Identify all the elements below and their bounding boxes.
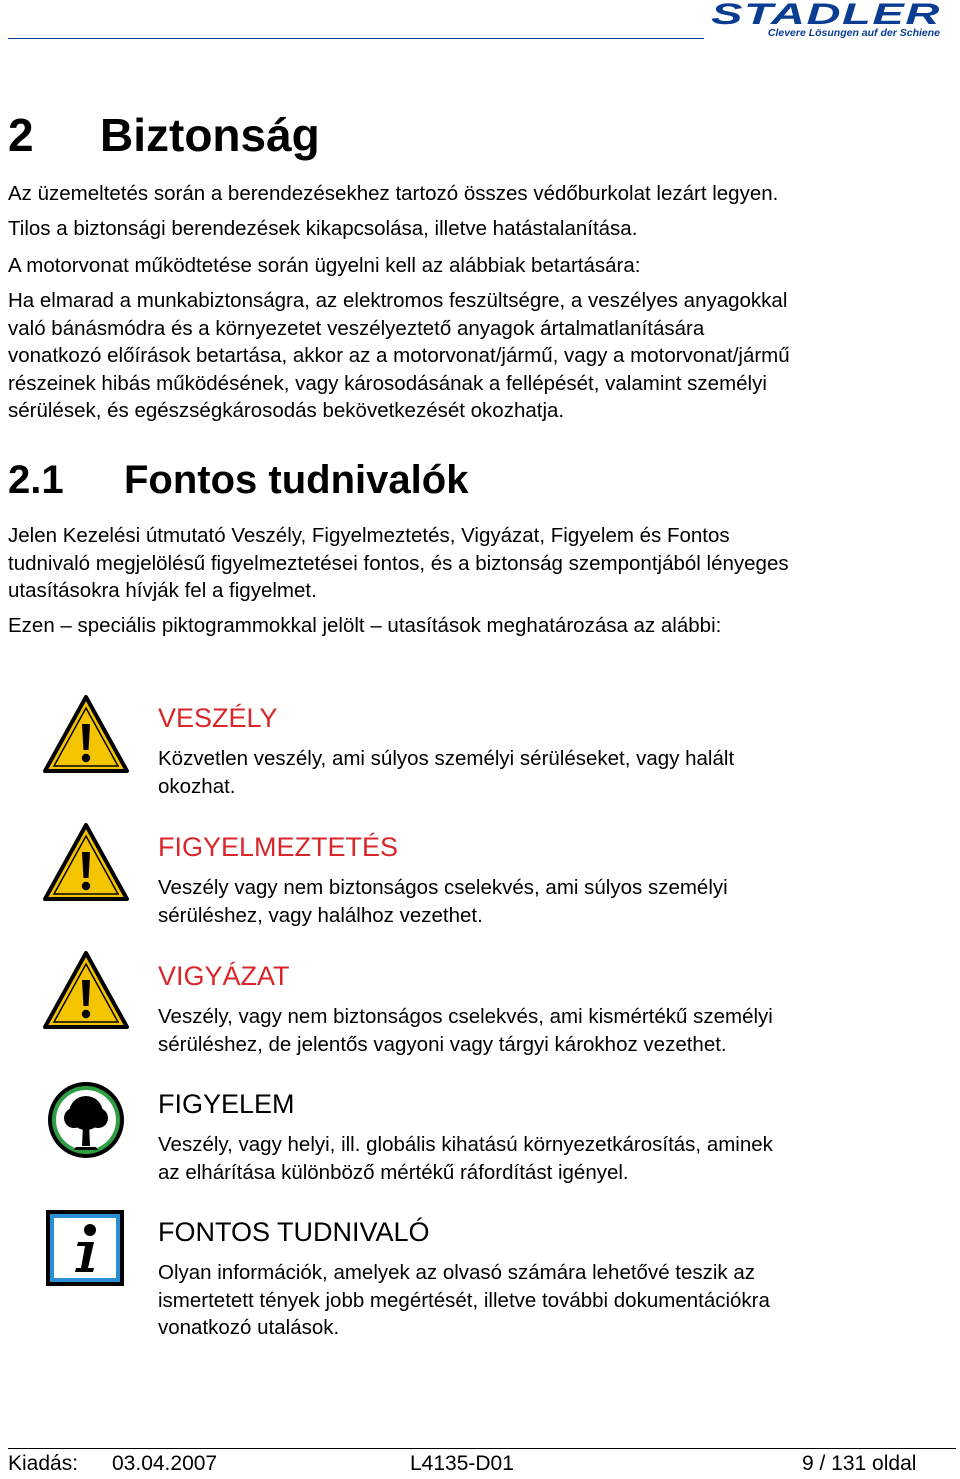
notice-text-line: Veszély, vagy nem biztonságos cselekvés, ami kismértékű személyi	[158, 1005, 773, 1028]
paragraph-line: Tilos a biztonsági berendezések kikapcsolása, illetve hatástalanítása.	[8, 217, 638, 240]
footer-edition-label: Kiadás:	[8, 1452, 79, 1475]
notice-text	[158, 1259, 770, 1342]
subsection-heading	[8, 458, 468, 503]
paragraph-line: Jelen Kezelési útmutató Veszély, Figyelmeztetés, Vigyázat, Figyelem és Fontos	[8, 524, 730, 547]
paragraph	[8, 287, 790, 425]
notice-title: FIGYELMEZTETÉS	[158, 832, 399, 862]
notice-text-line: vonatkozó utalások.	[158, 1316, 340, 1339]
paragraph-line: A motorvonat működtetése során ügyelni kell az alábbiak betartására:	[8, 254, 641, 277]
footer-page-number: 9 / 131 oldal	[802, 1452, 917, 1475]
paragraph-line: vonatkozó előírások betartása, akkor az a motorvonat/jármű, vagy a motorvonat/jármű	[8, 344, 790, 367]
paragraph-line: Ha elmarad a munkabiztonságra, az elektromos feszültségre, a veszélyes anyagokkal	[8, 289, 788, 312]
paragraph-line: Ezen – speciális piktogrammokkal jelölt – utasítások meghatározása az alábbi:	[8, 614, 722, 637]
paragraph-line: sérülések, és egészségkárosodás bekövetkezését okozhatja.	[8, 399, 565, 422]
notice-title: FONTOS TUDNIVALÓ	[158, 1217, 430, 1247]
warning-triangle-icon	[42, 950, 130, 1030]
subsection-number: 2.1	[8, 458, 64, 502]
footer-edition-date: 03.04.2007	[112, 1452, 218, 1475]
environment-tree-icon	[42, 1080, 130, 1160]
notice-text-line: sérüléshez, vagy halálhoz vezethet.	[158, 903, 483, 927]
svg-text:STADLER: STADLER	[711, 0, 941, 28]
notice-text-line: Veszély vagy nem biztonságos cselekvés, ami súlyos személyi	[158, 876, 728, 899]
stadler-logo	[708, 0, 944, 44]
header-divider	[8, 38, 704, 39]
logo-wordmark	[708, 0, 944, 28]
notice-text-line: ismertetett tények jobb megértését, illetve további dokumentációkra	[158, 1288, 770, 1312]
notice-text-line: Veszély, vagy helyi, ill. globális kihatású környezetkárosítás, aminek	[158, 1133, 773, 1156]
logo-tagline: Clevere Lösungen auf der Schiene	[767, 27, 940, 39]
info-icon	[42, 1208, 130, 1288]
notice-text-line: Közvetlen veszély, ami súlyos személyi sérüléseket, vagy halált	[158, 747, 735, 770]
notice-text	[158, 745, 734, 800]
paragraph-line: utasításokra hívják fel a figyelmet.	[8, 579, 317, 602]
paragraph	[8, 612, 721, 640]
footer-divider	[8, 1448, 956, 1449]
notice-text-line: Olyan információk, amelyek az olvasó számára lehetővé teszik az	[158, 1261, 756, 1284]
warning-triangle-icon	[42, 822, 130, 902]
paragraph-line: való bánásmódra és a környezetet veszélyeztető anyagok ártalmatlanítására	[8, 316, 705, 340]
paragraph	[8, 252, 640, 280]
section-heading	[8, 108, 320, 162]
notice-title: VIGYÁZAT	[158, 961, 290, 991]
notice-text-line: okozhat.	[158, 774, 236, 798]
notice-title: VESZÉLY	[158, 703, 278, 733]
notice-text	[158, 874, 728, 929]
paragraph	[8, 522, 789, 605]
section-number: 2	[8, 109, 34, 161]
notice-text	[158, 1003, 773, 1058]
paragraph-line: részeinek hibás működésének, vagy károsodásának a fellépését, valamint személyi	[8, 371, 767, 395]
warning-triangle-icon	[42, 694, 130, 774]
section-title: Biztonság	[100, 109, 320, 161]
paragraph-line: Az üzemeltetés során a berendezésekhez tartozó összes védőburkolat lezárt legyen.	[8, 182, 779, 205]
notice-title: FIGYELEM	[158, 1089, 295, 1119]
notice-text-line: az elhárítása különböző mértékű ráfordítást igényel.	[158, 1160, 629, 1184]
paragraph-line: tudnivaló megjelölésű figyelmeztetései fontos, és a biztonság szempontjából lényeges	[8, 551, 789, 575]
notice-text-line: sérüléshez, de jelentős vagyoni vagy tárgyi károkhoz vezethet.	[158, 1032, 727, 1056]
paragraph	[8, 180, 778, 208]
footer-document-id: L4135-D01	[410, 1452, 514, 1475]
paragraph	[8, 215, 637, 243]
notice-text	[158, 1131, 773, 1186]
subsection-title: Fontos tudnivalók	[124, 458, 469, 502]
